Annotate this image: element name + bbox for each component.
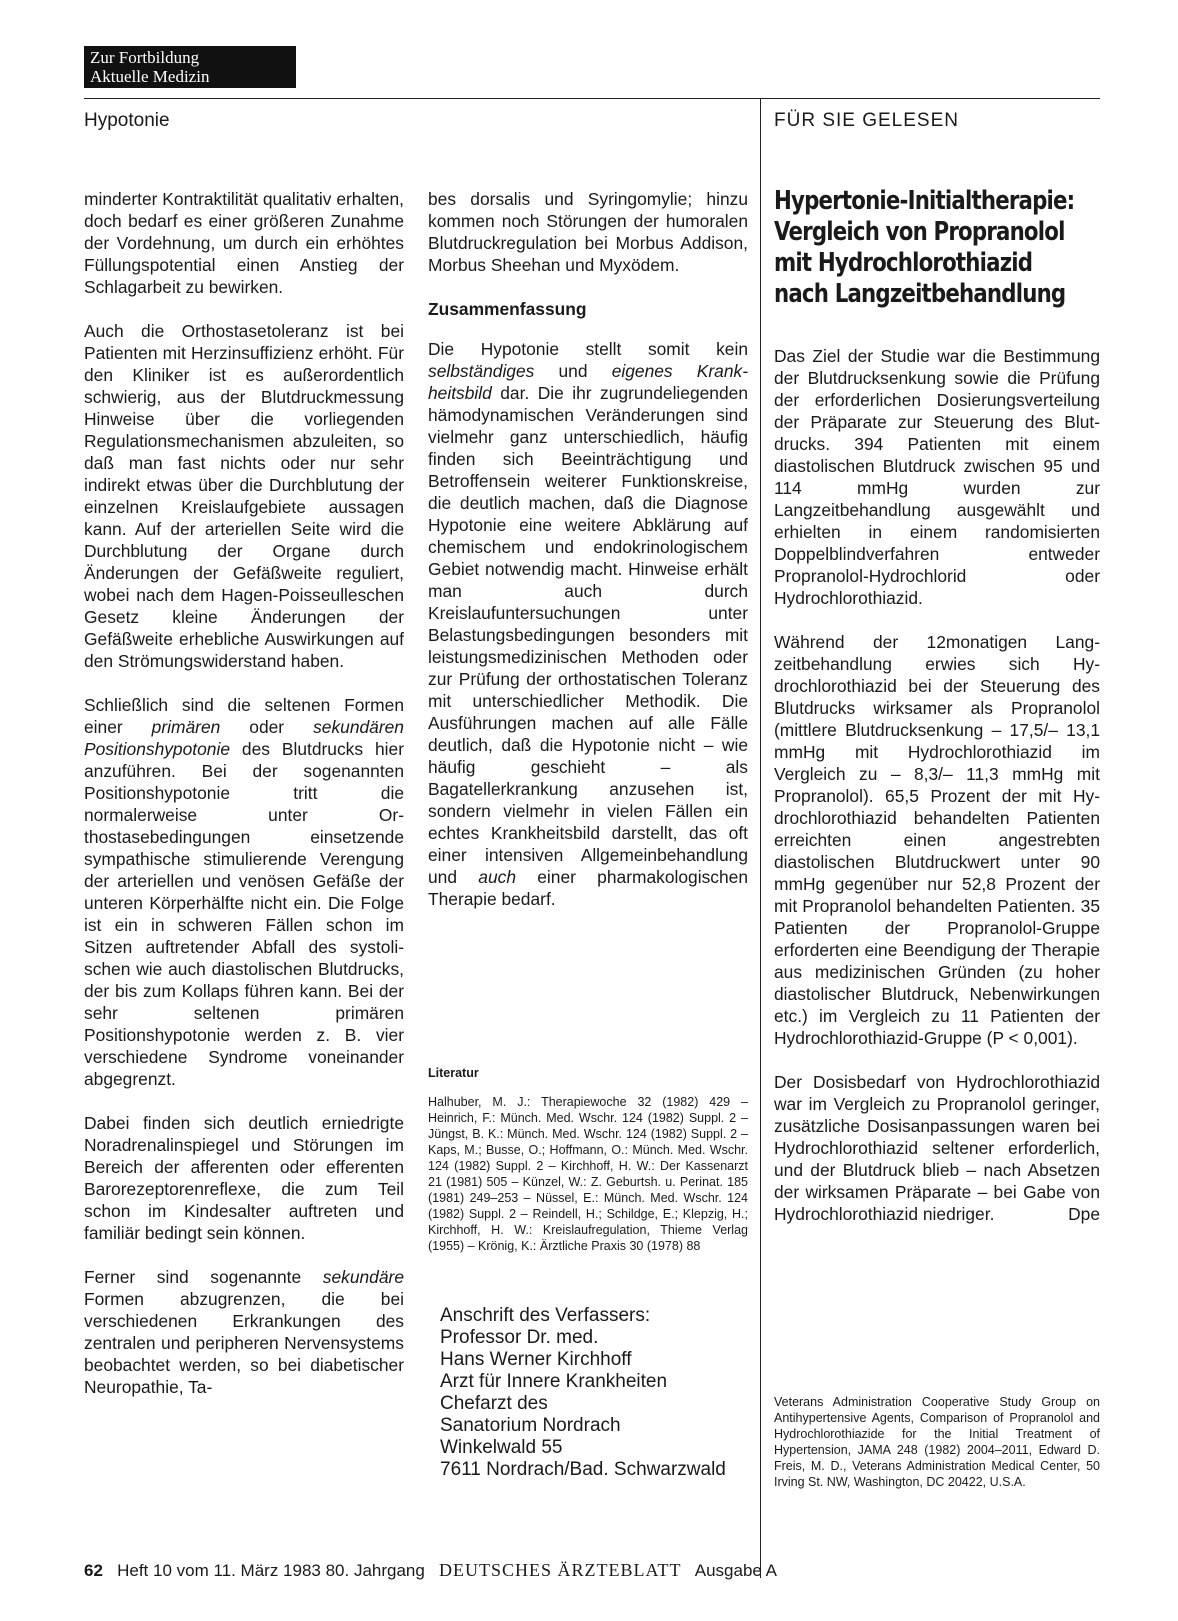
references-heading: Literatur [428, 1066, 479, 1080]
journal-name: DEUTSCHES ÄRZTEBLATT [439, 1560, 682, 1580]
italic-term: sekundären Positionshypotonie [84, 717, 404, 759]
paragraph [428, 338, 748, 910]
article-headline [774, 186, 1110, 310]
rubric-label [84, 46, 296, 88]
issue-info: Heft 10 vom 11. März 1983 80. Jahrgang [117, 1561, 425, 1580]
paragraph: Während der 12monatigen Langzeitbehandlung erwies sich Hydrochlorothiazid bei der Steuerung des Blutdrucks wirksamer als Propranolol (mittlere Blutdrucksenkung – 17,5/– 13,1 mmHg mit Hydrochlorothiazid im Vergleich zu – 8,3/– 11,3 mmHg mit Propranolol). 65,5 Prozent der mit Hydrochlorothiazid behandelten Patienten erreichten einen angestrebten diastolischen Blutdruckwert unter 90 mmHg gegenüber nur 52,8 Prozent der mit Propranolol behandelten Patienten. 35 Patienten der Propranolol-Gruppe erforderten eine Beendigung der Therapie aus medizinischen Gründen (zu hoher diastolischer Blutdruck, Nebenwirkungen etc.) im Vergleich zu 11 Patienten der Hydrochlorothiazid-Gruppe (P < 0,001). [774, 632, 1100, 1048]
italic-term: selbständiges [428, 361, 535, 381]
text-run: Die Hypotonie stellt somit kein [428, 339, 748, 359]
text-run: des Blutdrucks hier anzuführen. Bei der sogenannten Positionshypotonie tritt die normalerweise unter Orthostasebedingungen einsetzende sympathische stimulierende Verengung der arteriellen und venösen Gefäße der unteren Körperhälfte nicht ein. Die Folge ist ein in schweren Fällen schon im Sitzen auftretender Abfall des systolischen wie auch diastolischen Blutdrucks, der bis zum Kollaps führen kann. Bei der sehr seltenen primären Positionshypotonie werden z. B. vier verschiedene Syndrome voneinander abgegrenzt. [84, 739, 404, 1089]
edition-label: Ausgabe A [694, 1561, 778, 1580]
paragraph: Auch die Orthostasetoleranz ist bei Patienten mit Herzinsuffizienz erhöht. Für den Kliniker ist es außerordentlich schwierig, aus der Blutdruckmessung Hinweise über die vorliegenden Regulationsmechanismen abzuleiten, so daß man fast nichts oder nur sehr indirekt etwas über die Durchblutung der einzelnen Kreislaufgebiete aussagen kann. Auf der arteriellen Seite wird die Durchblutung der Organe durch Änderungen der Gefäßweite reguliert, wobei nach dem Hagen-Poisseulleschen Gesetz kleine Änderungen der Gefäßweite erhebliche Auswirkungen auf den Strömungswiderstand haben. [84, 321, 404, 671]
paragraph [774, 1071, 1100, 1225]
column-2 [428, 188, 748, 910]
paragraph [84, 694, 404, 1090]
paragraph [84, 1266, 404, 1398]
section-title-left: Hypotonie [84, 110, 170, 131]
column-3 [774, 345, 1100, 1225]
column-1 [84, 188, 404, 1398]
column-divider [760, 98, 761, 1578]
author-address [440, 1305, 760, 1481]
text-run: Ferner sind sogenannte [84, 1267, 323, 1287]
italic-term: sekundäre [322, 1267, 404, 1287]
paragraph: Dabei finden sich deutlich erniedrigte Noradrenalinspiegel und Störungen im Bereich der afferenten oder efferenten Barorezeptorenreflexe, die zum Teil schon im Kindesalter auftreten und familiär bedingt sein können. [84, 1113, 404, 1243]
address-line: Professor Dr. med. [440, 1327, 599, 1348]
text-run: einer pharmakologischen Therapie bedarf. [428, 867, 748, 909]
address-line: Chefarzt des [440, 1393, 548, 1414]
headline-line: Vergleich von Propranolol [774, 217, 1065, 247]
paragraph: bes dorsalis und Syringomylie; hinzu kommen noch Störungen der humoralen Blutdruckregulation bei Morbus Addison, Morbus Sheehan und Myxödem. [428, 189, 748, 275]
author-signature: Dpe [1068, 1204, 1100, 1224]
address-line: Arzt für Innere Krankheiten [440, 1371, 668, 1392]
paragraph: Das Ziel der Studie war die Bestimmung der Blutdrucksenkung sowie die Prüfung der erforderlichen Dosierungsverteilung der Präparate zur Steuerung des Blutdrucks. 394 Patienten mit einem diastolischen Blutdruck zwischen 95 und 114 mmHg wurden zur Langzeitbehandlung ausgewählt und erhielten in einem randomisierten Doppelblindverfahren entweder Propranolol-Hydrochlorid oder Hydrochlorothiazid. [774, 346, 1100, 608]
summary-heading: Zusammenfassung [428, 299, 587, 319]
text-run: Schließlich sind die seltenen Formen einer [84, 695, 404, 737]
rubric-line-1: Zur Fortbildung [90, 48, 200, 67]
address-line: 7611 Nordrach/Bad. Schwarzwald [440, 1459, 726, 1480]
text-run: oder [220, 717, 314, 737]
paragraph: minderter Kontraktilität qualitativ erhalten, doch bedarf es einer größeren Zunahme der Vordehnung, um durch ein erhöhtes Füllungspotential einen Anstieg der Schlagarbeit zu bewirken. [84, 189, 404, 297]
headline-line: nach Langzeitbehandlung [774, 279, 1066, 309]
text-run: Der Dosisbedarf von Hydrochlorothiazid war im Vergleich zu Propranolol geringer, zusätzliche Dosisanpassungen waren bei Hydrochlorothiazid seltener erforderlich, und der Blutdruck blieb – nach Absetzen der wirksamen Präparate – bei Gabe von Hydrochlorothiazid niedriger. [774, 1072, 1100, 1224]
headline-line: Hypertonie-Initialtherapie: [774, 186, 1075, 216]
italic-term: primären [151, 717, 221, 737]
address-line: Hans Werner Kirchhoff [440, 1349, 632, 1370]
text-run: Formen abzugrenzen, die bei verschiedenen Erkrankungen des zentralen und peripheren Nervensystems beobachtet werden, so bei diabetischer Neuropathie, Ta- [84, 1289, 404, 1397]
source-citation: Veterans Administration Cooperative Study Group on Antihypertensive Agents, Comparison of Propranolol and Hydrochlorothiazide for the Initial Treatment of Hypertension, JAMA 248 (1982) 2004–2011, Edward D. Freis, M. D., Veterans Administration Medical Center, 50 Irving St. NW, Washington, DC 20422, U.S.A. [774, 1395, 1100, 1489]
text-run: dar. Die ihr zugrundeliegenden hämodynamischen Veränderungen sind vielmehr ganz unterschiedlich, häufig finden sich Beeinträchtigung und Betroffensein weiterer Funktionskreise, die deutlich machen, daß die Diagnose Hypotonie eine weitere Abklärung auf chemischem und endokrinologischem Gebiet notwendig macht. Hinweise erhält man auch durch Kreislaufuntersuchungen unter Belastungsbedingungen besonders mit leistungsmedizinischen Methoden oder zur Prüfung der orthostatischen Toleranz mit unterschiedlicher Methodik. Die Ausführungen machen auf alle Fälle deutlich, daß die Hypotonie nicht – wie häufig geschieht – als Bagatellerkrankung anzusehen ist, sondern vielmehr in vielen Fällen ein echtes Krankheitsbild darstellt, das oft einer intensiven Allgemeinbehandlung und [428, 383, 748, 887]
references-list: Halhuber, M. J.: Therapiewoche 32 (1982) 429 – Heinrich, F.: Münch. Med. Wschr. 124 (1982) Suppl. 2 – Jüngst, B. K.: Münch. Med. Wschr. 124 (1982) Suppl. 2 – Kaps, M.; Busse, O.; Hoffmann, O.: Münch. Med. Wschr. 124 (1982) Suppl. 2 – Kirchhoff, H. W.: Der Kassenarzt 21 (1981) 505 – Künzel, W.: Z. Geburtsh. u. Perinat. 185 (1981) 249–253 – Nüssel, E.: Münch. Med. Wschr. 124 (1982) Suppl. 2 – Reindell, H.; Schildge, E.; Klepzig, H.; Kirchhoff, H. W.: Kreislaufregulation, Thieme Verlag (1955) – Krönig, K.: Ärztliche Praxis 30 (1978) 88 [428, 1095, 748, 1253]
italic-term: eigenes Krankheitsbild [428, 361, 748, 403]
headline-line: mit Hydrochlorothiazid [774, 248, 1033, 278]
page-number: 62 [84, 1561, 103, 1580]
address-line: Sanatorium Nordrach [440, 1415, 621, 1436]
address-line: Anschrift des Verfassers: [440, 1305, 651, 1326]
text-run: und [534, 361, 612, 381]
section-title-right: FÜR SIE GELESEN [774, 110, 959, 131]
page-footer [84, 1560, 777, 1581]
italic-term: auch [478, 867, 516, 887]
header-rule [84, 98, 1100, 99]
address-line: Winkelwald 55 [440, 1437, 563, 1458]
rubric-line-2: Aktuelle Medizin [90, 67, 210, 86]
